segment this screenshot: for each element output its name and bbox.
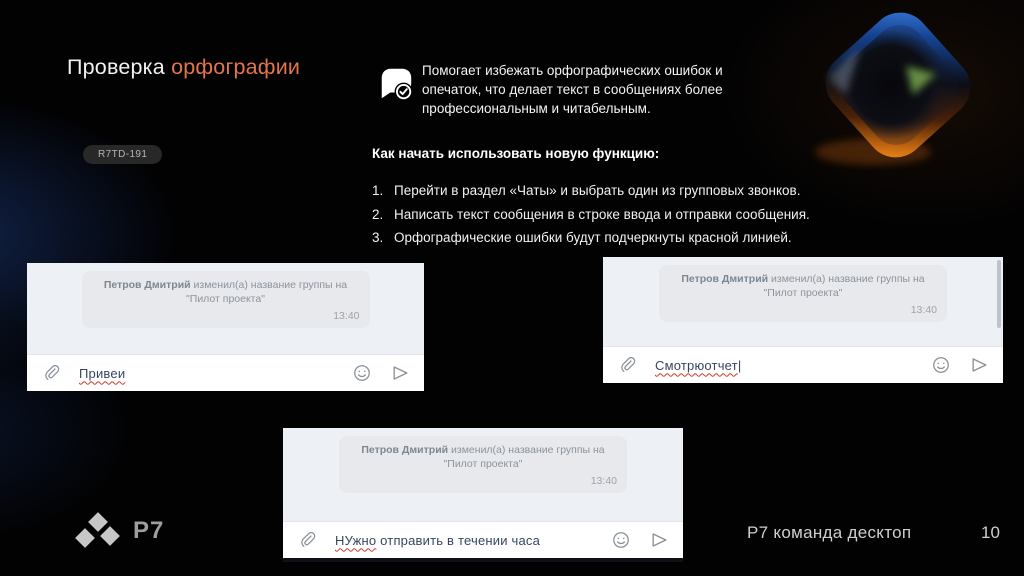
feature-description: Помогает избежать орфографических ошибок и опечаток, что делает текст в сообщениях более профессиональным и читабельным. (422, 63, 723, 116)
message-input[interactable]: Смотрюотчет| (655, 357, 742, 373)
logo-diamond (88, 512, 108, 532)
step-item-1 (372, 183, 842, 199)
message-timestamp: 13:40 (910, 304, 937, 317)
glass-cube-graphic (798, 0, 998, 170)
system-message-bubble (339, 436, 627, 493)
chat-screenshot-left (27, 263, 424, 391)
footer-team-label: Р7 команда десктоп (747, 523, 912, 542)
message-timestamp: 13:40 (590, 475, 617, 488)
page-title (67, 55, 300, 80)
send-icon[interactable] (649, 530, 669, 550)
how-to-heading: Как начать использовать новую функцию: (372, 146, 660, 161)
emoji-icon[interactable] (611, 530, 631, 550)
message-input-bar[interactable] (27, 354, 424, 391)
r7-logo (78, 510, 130, 560)
message-input-bar[interactable] (283, 521, 683, 558)
system-message-bubble (659, 265, 947, 322)
attach-icon[interactable] (617, 355, 637, 375)
page-title-prefix: Проверка (67, 55, 165, 79)
r7-logo-text: Р7 (133, 517, 165, 544)
system-message-text: Петров Дмитрий изменил(а) название группы на "Пилот проекта" (103, 279, 348, 306)
step-number: 1. (372, 183, 384, 198)
chat-check-icon (377, 65, 415, 103)
step-text: Перейти в раздел «Чаты» и выбрать один из групповых звонков. (394, 183, 801, 198)
steps-list (372, 183, 842, 254)
scrollbar[interactable] (997, 260, 1001, 328)
send-icon[interactable] (390, 363, 410, 383)
chat-screenshot-right (603, 257, 1003, 383)
emoji-icon[interactable] (352, 363, 372, 383)
logo-diamond (100, 526, 120, 546)
message-input-bar[interactable] (603, 346, 1003, 383)
chat-message-area (603, 257, 1003, 346)
system-message-text: Петров Дмитрий изменил(а) название группы на "Пилот проекта" (361, 444, 605, 471)
page-title-highlight: орфографии (171, 55, 301, 79)
page-number: 10 (981, 523, 1000, 542)
system-message-text: Петров Дмитрий изменил(а) название группы на "Пилот проекта" (681, 273, 925, 300)
attach-icon[interactable] (297, 530, 317, 550)
emoji-icon[interactable] (931, 355, 951, 375)
step-item-3 (372, 230, 842, 246)
step-text: Орфографические ошибки будут подчеркнуты красной линией. (394, 230, 792, 246)
system-message-bubble (82, 271, 370, 328)
step-item-2 (372, 207, 842, 223)
chat-screenshot-bottom (283, 428, 683, 562)
message-input[interactable]: Привеи (79, 365, 126, 381)
ticket-badge: R7TD-191 (83, 145, 162, 164)
message-input[interactable]: НУжно отправить в течении часа (335, 532, 541, 548)
chat-message-area (27, 263, 424, 354)
chat-message-area (283, 428, 683, 521)
message-timestamp: 13:40 (333, 310, 360, 323)
attach-icon[interactable] (41, 363, 61, 383)
step-number: 2. (372, 206, 384, 222)
logo-diamond (75, 528, 95, 548)
send-icon[interactable] (969, 355, 989, 375)
step-text: Написать текст сообщения в строке ввода и отправки сообщения. (394, 206, 810, 222)
step-number: 3. (372, 230, 384, 246)
